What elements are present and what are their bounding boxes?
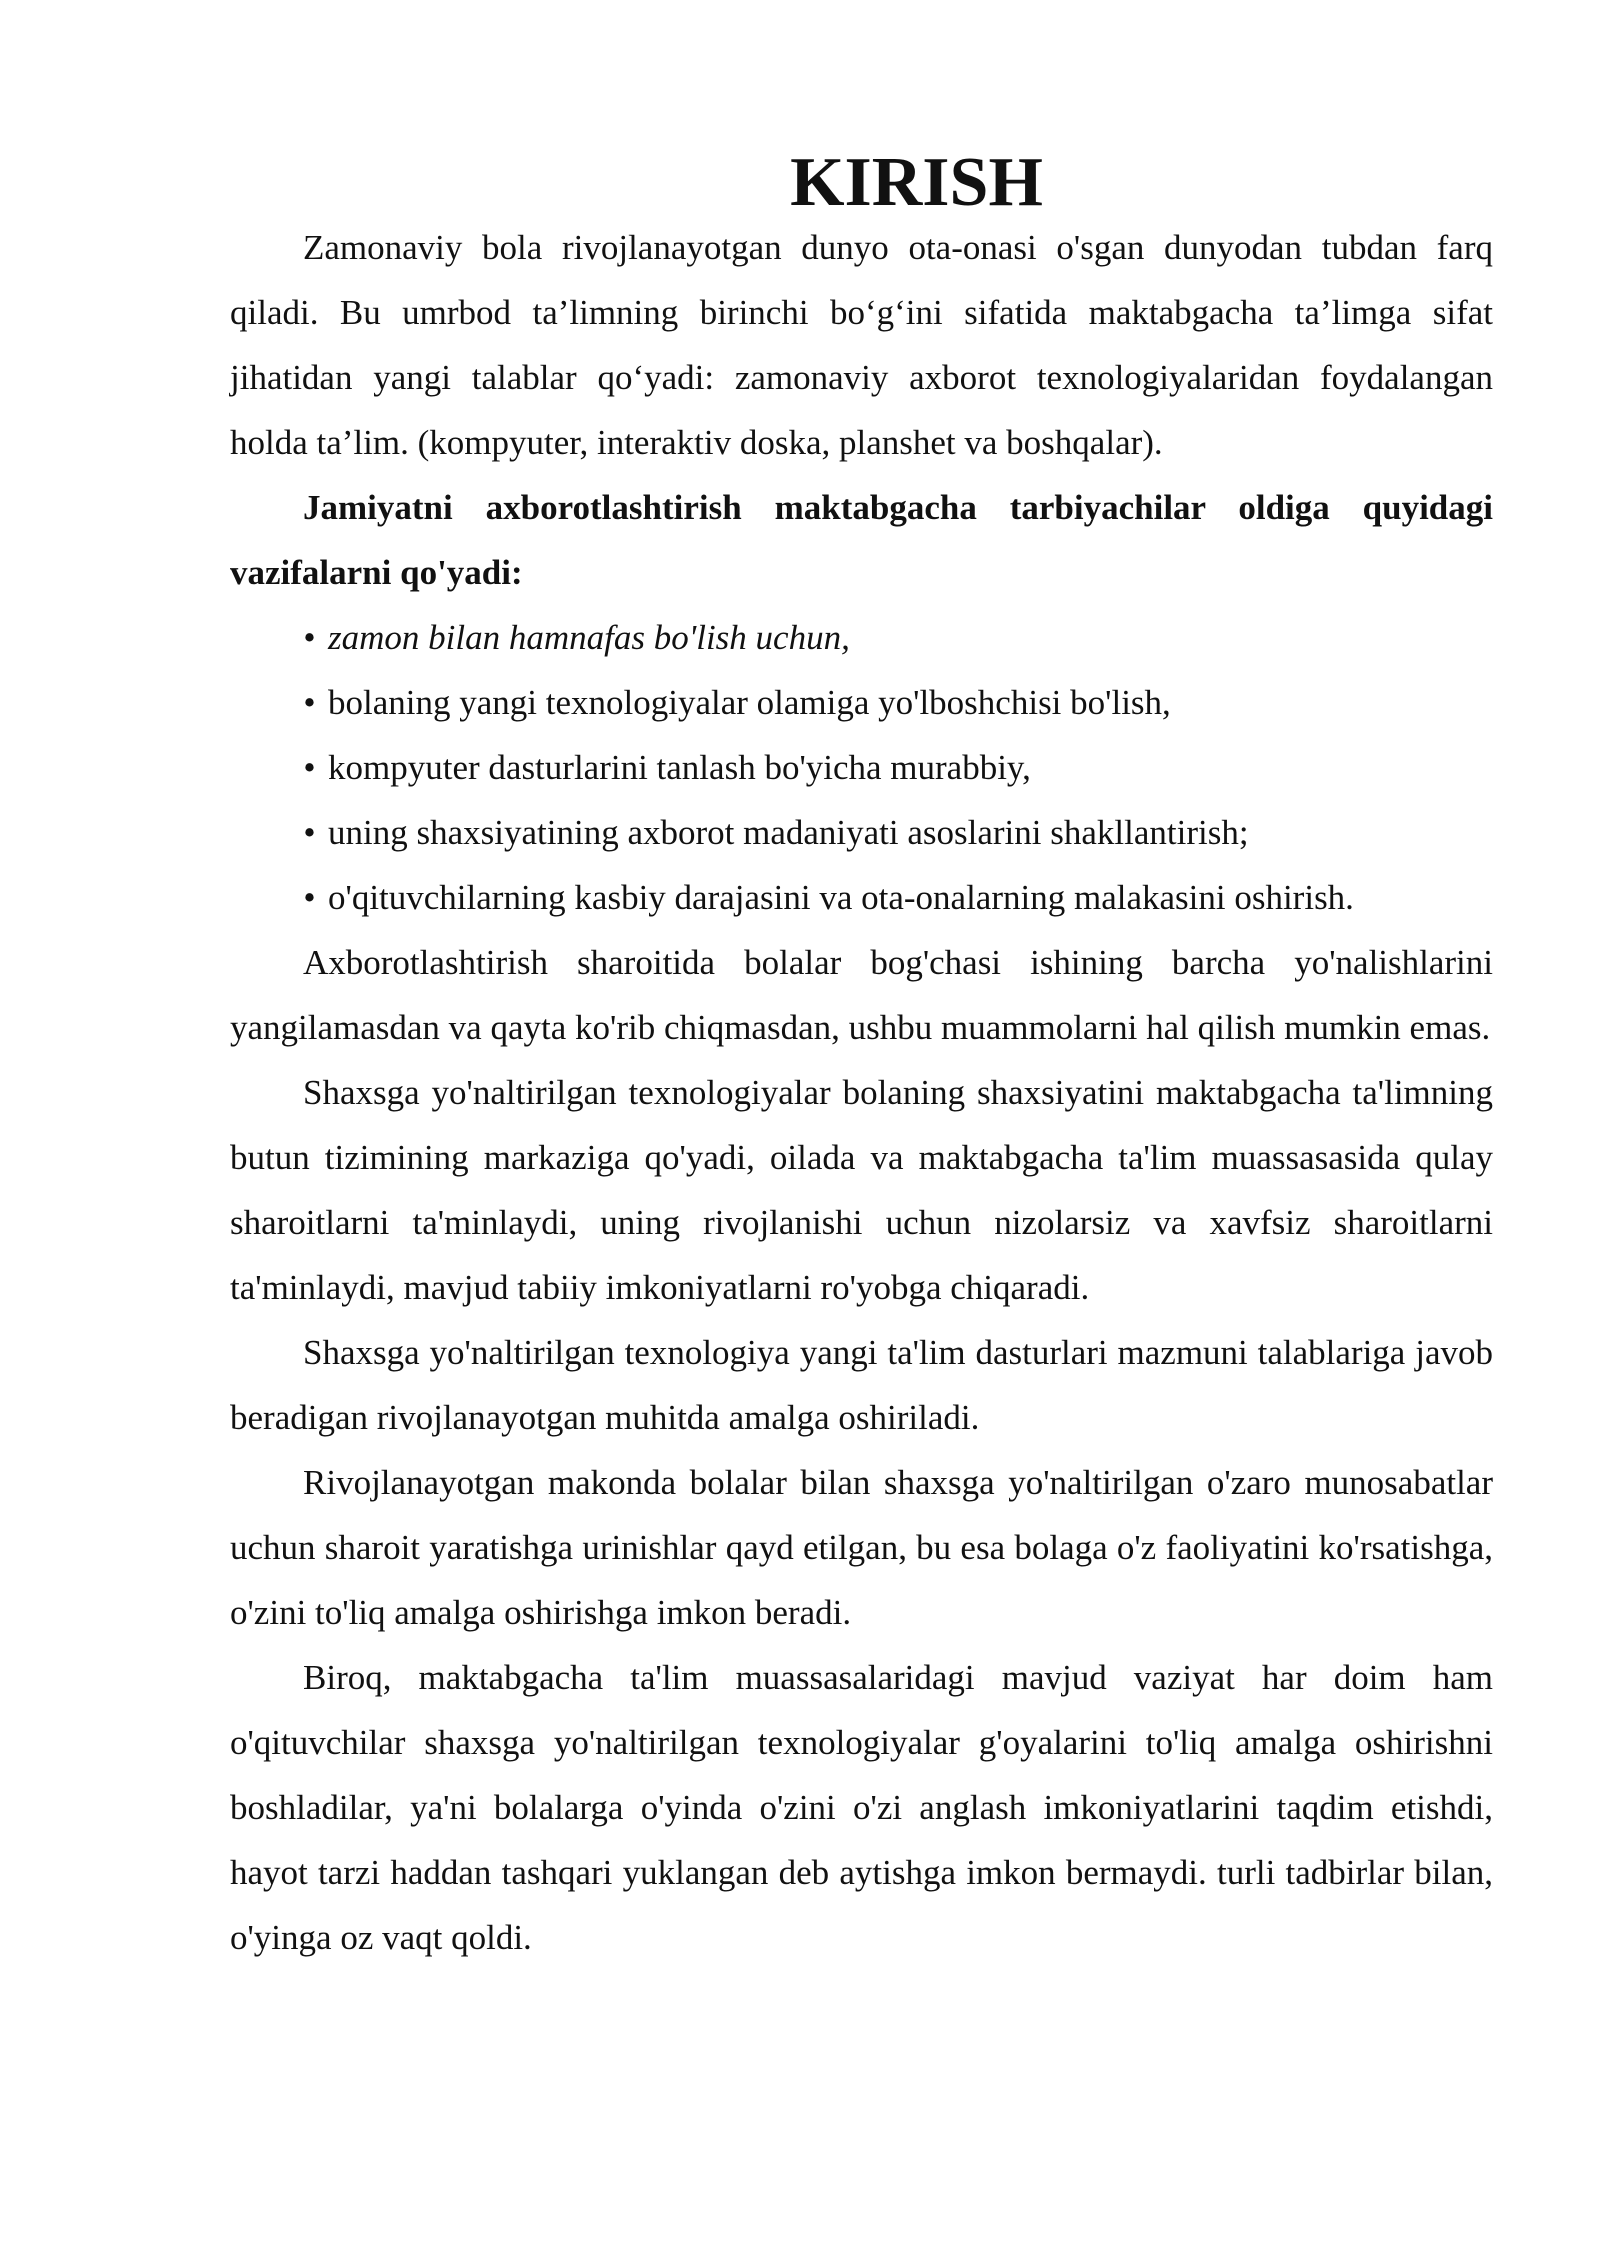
list-item — [303, 670, 1493, 735]
bullet-icon: • — [303, 748, 316, 787]
list-item-text: uning shaxsiyatining axborot madaniyati asoslarini shakllantirish; — [328, 813, 1249, 852]
list-item — [303, 735, 1493, 800]
bullet-icon: • — [303, 813, 316, 852]
document-page — [230, 144, 1493, 1970]
page-title: KIRISH — [790, 144, 1043, 221]
bullet-icon: • — [303, 618, 316, 657]
paragraph-informatization: Axborotlashtirish sharoitida bolalar bog'chasi ishining barcha yo'nalishlarini yangilamasdan va qayta ko'rib chiqmasdan, ushbu muammolarni hal qilish mumkin emas. — [230, 943, 1493, 1047]
task-list — [230, 605, 1493, 930]
paragraph-tasks-heading: Jamiyatni axborotlashtirish maktabgacha tarbiyachilar oldiga quyidagi vazifalarni qo'yadi: — [230, 488, 1493, 592]
list-item-text: o'qituvchilarning kasbiy darajasini va ota-onalarning malakasini oshirish. — [328, 878, 1354, 917]
list-item-text: kompyuter dasturlarini tanlash bo'yicha murabbiy, — [328, 748, 1031, 787]
paragraph-current-situation: Biroq, maktabgacha ta'lim muassasalaridagi mavjud vaziyat har doim ham o'qituvchilar shaxsga yo'naltirilgan texnologiyalar g'oyalarini to'liq amalga oshirishni boshladilar, ya'ni bolalarga o'yinda o'zini o'zi anglash imkoniyatlarini taqdim etishdi, hayot tarzi haddan tashqari yuklangan deb aytishga imkon bermaydi. turli tadbirlar bilan, o'yinga oz vaqt qoldi. — [230, 1658, 1493, 1957]
bullet-icon: • — [303, 878, 316, 917]
list-item-text: zamon bilan hamnafas bo'lish uchun, — [328, 618, 850, 657]
list-item-text: bolaning yangi texnologiyalar olamiga yo'lboshchisi bo'lish, — [328, 683, 1171, 722]
list-item — [303, 605, 1493, 670]
list-item — [303, 800, 1493, 865]
bullet-icon: • — [303, 683, 316, 722]
paragraph-intro: Zamonaviy bola rivojlanayotgan dunyo ota-onasi o'sgan dunyodan tubdan farq qiladi. Bu umrbod ta’limning birinchi bo‘g‘ini sifatida maktabgacha ta’limga sifat jihatidan yangi talablar qo‘yadi: zamonaviy axborot texnologiyalaridan foydalangan holda ta’lim. (kompyuter, interaktiv doska, planshet va boshqalar). — [230, 228, 1493, 462]
list-item — [303, 865, 1493, 930]
paragraph-personal-tech-environment: Shaxsga yo'naltirilgan texnologiya yangi ta'lim dasturlari mazmuni talablariga javob beradigan rivojlanayotgan muhitda amalga oshiriladi. — [230, 1333, 1493, 1437]
paragraph-personal-tech: Shaxsga yo'naltirilgan texnologiyalar bolaning shaxsiyatini maktabgacha ta'limning butun tizimining markaziga qo'yadi, oilada va maktabgacha ta'lim muassasasida qulay sharoitlarni ta'minlaydi, uning rivojlanishi uchun nizolarsiz va xavfsiz sharoitlarni ta'minlaydi, mavjud tabiiy imkoniyatlarni ro'yobga chiqaradi. — [230, 1073, 1493, 1307]
paragraph-developing-space: Rivojlanayotgan makonda bolalar bilan shaxsga yo'naltirilgan o'zaro munosabatlar uchun sharoit yaratishga urinishlar qayd etilgan, bu esa bolaga o'z faoliyatini ko'rsatishga, o'zini to'liq amalga oshirishga imkon beradi. — [230, 1463, 1493, 1632]
